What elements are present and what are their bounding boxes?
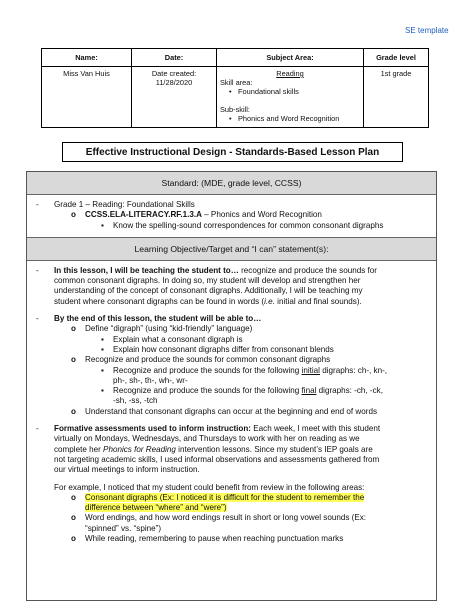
skill-area-label: Skill area: [220,78,253,87]
objective-sublist-line: -sh, -ss, -tch [113,396,158,406]
lesson-plan-body [26,171,437,601]
objective-heading: Learning Objective/Target and “I can” statement(s): [27,237,436,261]
standard-line: - Grade 1 – Reading: Foundational Skills [36,200,195,209]
name-header: Name: [42,49,132,67]
objective-list-line [27,503,436,513]
standard-heading: Standard: (MDE, grade level, CCSS) [27,172,436,195]
plan-title: Effective Instructional Design - Standards-Based Lesson Plan [62,142,403,162]
date-value: 11/28/2020 [155,78,193,87]
date-created-label: Date created: [151,69,197,78]
objective-p3-line: not targeting academic skills, I used informal observations and assessments gathered from [54,454,380,464]
objective-p1-line: common consonant digraphs. In doing so, my student will develop and strengthen her [54,276,361,286]
objective-p4: For example, I noticed that my student could benefit from review in the following areas: [54,482,365,492]
objective-sublist-item: ▪ Explain how consonant digraphs differ from consonant blends [101,344,334,354]
subject-cell [217,67,364,128]
subject-header: Subject Area: [217,49,364,67]
objective-section [27,261,436,544]
objective-p1-line: understanding of the concept of consonant digraphs. Additionally, I will be teaching my [54,286,363,296]
se-template-link[interactable]: SE template [405,26,449,35]
objective-p3-line: complete her Phonics for Reading intervention lessons. Since my student’s IEP goals are [54,444,373,454]
objective-sublist-item: ▪ Recognize and produce the sounds for the following final digraphs: -ch, -ck, [101,386,383,396]
objective-p1-line: student where consonant digraphs can be found in words (i.e. initial and final sounds). [54,296,362,306]
name-cell: Miss Van Huis [42,67,132,128]
objective-list-item: o Consonant digraphs (Ex: I noticed it is difficult for the student to remember the [71,492,365,502]
skill-area-item: • Foundational skills [220,87,360,96]
objective-list-item: o Recognize and produce the sounds for common consonant digraphs [71,355,331,365]
standard-code-line: o CCSS.ELA-LITERACY.RF.1.3.A – Phonics and Word Recognition [71,210,322,220]
objective-list-item: o Word endings, and how word endings result in short or long vowel sounds (Ex: [71,513,367,523]
highlighted-text: Consonant digraphs (Ex: I noticed it is difficult for the student to remember the [85,492,365,502]
standard-sub-line: ▪ Know the spelling-sound correspondences for common consonant digraphs [101,220,384,230]
objective-list-item: o Understand that consonant digraphs can occur at the beginning and end of words [71,406,378,416]
standard-section [27,195,436,237]
objective-p2: - By the end of this lesson, the student will be able to… [36,314,262,324]
subject-title: Reading [276,69,304,78]
objective-p3-line: virtually on Mondays, Wednesdays, and Thursdays to work with her on reading as we [54,434,360,444]
objective-p3-line: our virtual meetings to inform instruction. [54,465,200,475]
objective-list-item: o Define “digraph” (using “kid-friendly” language) [71,324,253,334]
objective-sublist-item: ▪ Explain what a consonant digraph is [101,334,243,344]
objective-sublist-line: ph-, sh-, th-, wh-, wr- [113,375,188,385]
date-cell [132,67,217,128]
objective-sublist-item: ▪ Recognize and produce the sounds for the following initial digraphs: ch-, kn-, [101,365,388,375]
objective-list-item: o While reading, remembering to pause when reaching punctuation marks [71,534,344,544]
lesson-info-table [41,48,429,128]
grade-header: Grade level [364,49,429,67]
objective-p1: - In this lesson, I will be teaching the student to… recognize and produce the sounds for [36,265,377,275]
date-header: Date: [132,49,217,67]
highlighted-text: difference between “where” and “were”) [85,503,227,513]
grade-cell: 1st grade [364,67,429,128]
subskill-label: Sub-skill: [220,105,250,114]
subskill-item: • Phonics and Word Recognition [220,114,360,123]
objective-list-line: “spinned” vs. “spine”) [85,523,162,533]
objective-p3: - Formative assessments used to inform instruction: Each week, I meet with this student [36,424,381,434]
